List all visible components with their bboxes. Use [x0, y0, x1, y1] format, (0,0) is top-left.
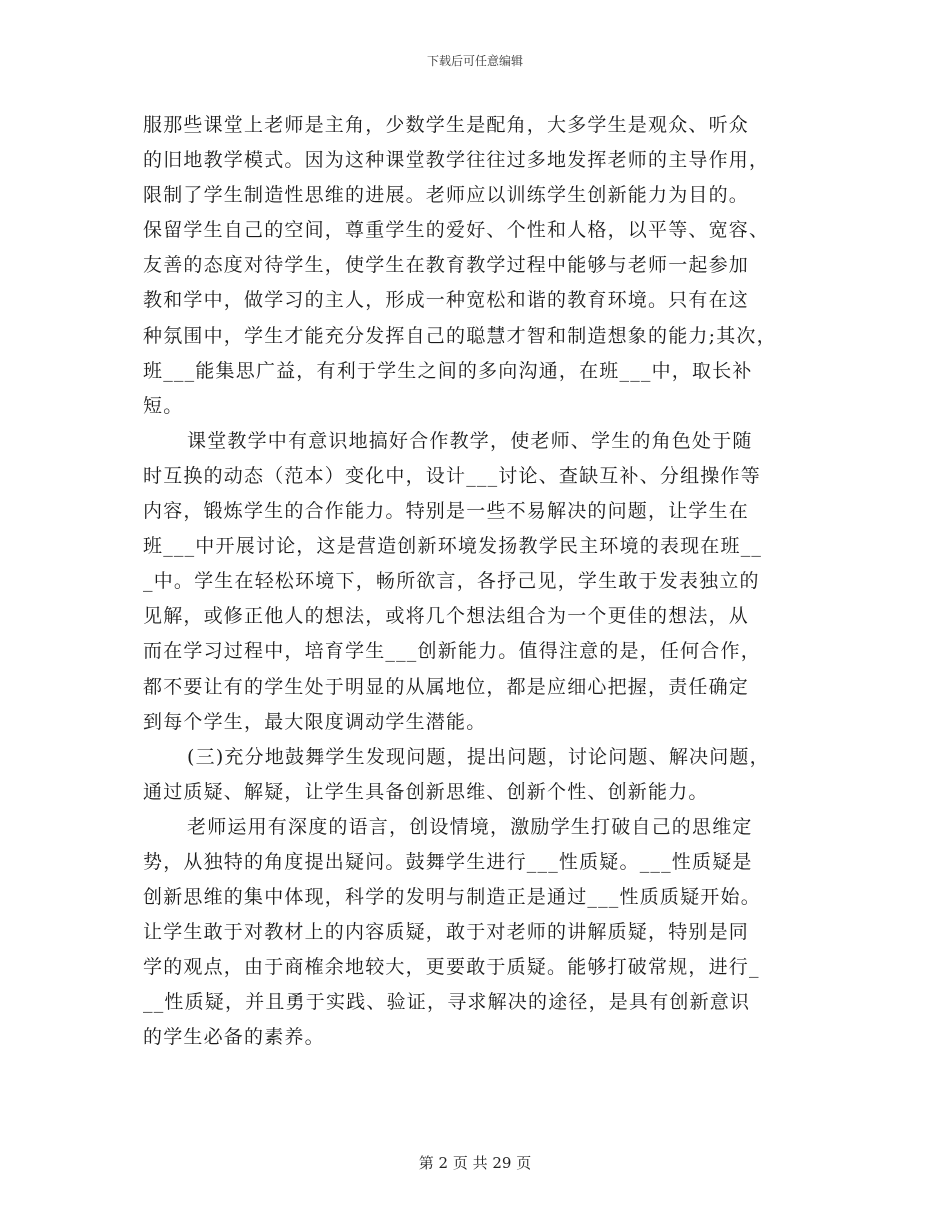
- text-line: 到每个学生，最大限度调动学生潜能。: [143, 710, 487, 733]
- text-line: 而在学习过程中，培育学生___创新能力。值得注意的是，任何合作，: [143, 640, 761, 663]
- text-line: 通过质疑、解疑，让学生具备创新思维、创新个性、创新能力。: [143, 780, 709, 803]
- text-line: _中。学生在轻松环境下，畅所欲言，各抒己见，学生敢于发表独立的: [143, 570, 760, 593]
- text-line: 势，从独特的角度提出疑问。鼓舞学生进行___性质疑。___性质疑是: [143, 850, 753, 873]
- text-line: 的学生必备的素养。: [143, 1026, 325, 1049]
- text-line: 种氛围中，学生才能充分发挥自己的聪慧才智和制造想象的能力;其次，: [143, 324, 777, 347]
- page-header: 下载后可任意编辑: [426, 54, 523, 68]
- text-line: 内容，锻炼学生的合作能力。特别是一些不易解决的问题，让学生在: [143, 500, 750, 523]
- text-line: 见解，或修正他人的想法，或将几个想法组合为一个更佳的想法，从: [143, 605, 750, 628]
- document-body: [143, 108, 807, 1056]
- text-line: 老师运用有深度的语言，创设情境，激励学生打破自己的思维定: [187, 815, 753, 838]
- text-line: 班___中开展讨论，这是营造创新环境发扬教学民主环境的表现在班__: [143, 535, 763, 558]
- text-line: 教和学中，做学习的主人，形成一种宽松和谐的教育环境。只有在这: [143, 289, 750, 312]
- text-line: 课堂教学中有意识地搞好合作教学，使老师、学生的角色处于随: [187, 429, 753, 452]
- text-line: 短。: [143, 394, 184, 417]
- text-line: 的旧地教学模式。因为这种课堂教学往往过多地发挥老师的主导作用，: [143, 149, 770, 172]
- text-line: 学的观点，由于商榷余地较大，更要敢于质疑。能够打破常规，进行_: [143, 956, 760, 979]
- text-line: 服那些课堂上老师是主角，少数学生是配角，大多学生是观众、听众: [143, 114, 750, 136]
- text-line: 保留学生自己的空间，尊重学生的爱好、个性和人格，以平等、宽容、: [143, 219, 770, 242]
- page-footer: 第 2 页 共 29 页: [418, 1154, 532, 1172]
- text-line: 限制了学生制造性思维的进展。老师应以训练学生创新能力为目的。: [143, 184, 750, 207]
- text-line: 创新思维的集中体现，科学的发明与制造正是通过___性质质疑开始。: [143, 886, 761, 909]
- text-line: (三)充分地鼓舞学生发现问题，提出问题，讨论问题、解决问题，: [187, 745, 770, 768]
- text-line: 都不要让有的学生处于明显的从属地位，都是应细心把握，责任确定: [143, 675, 750, 698]
- text-line: 班___能集思广益，有利于学生之间的多向沟通，在班___中，取长补: [143, 359, 753, 382]
- text-line: 友善的态度对待学生，使学生在教育教学过程中能够与老师一起参加: [143, 254, 750, 277]
- text-line: __性质疑，并且勇于实践、验证，寻求解决的途径，是具有创新意识: [143, 991, 751, 1014]
- text-line: 时互换的动态（范本）变化中，设计___讨论、查缺互补、分组操作等: [143, 464, 761, 487]
- text-line: 让学生敢于对教材上的内容质疑，敢于对老师的讲解质疑，特别是同: [143, 921, 750, 944]
